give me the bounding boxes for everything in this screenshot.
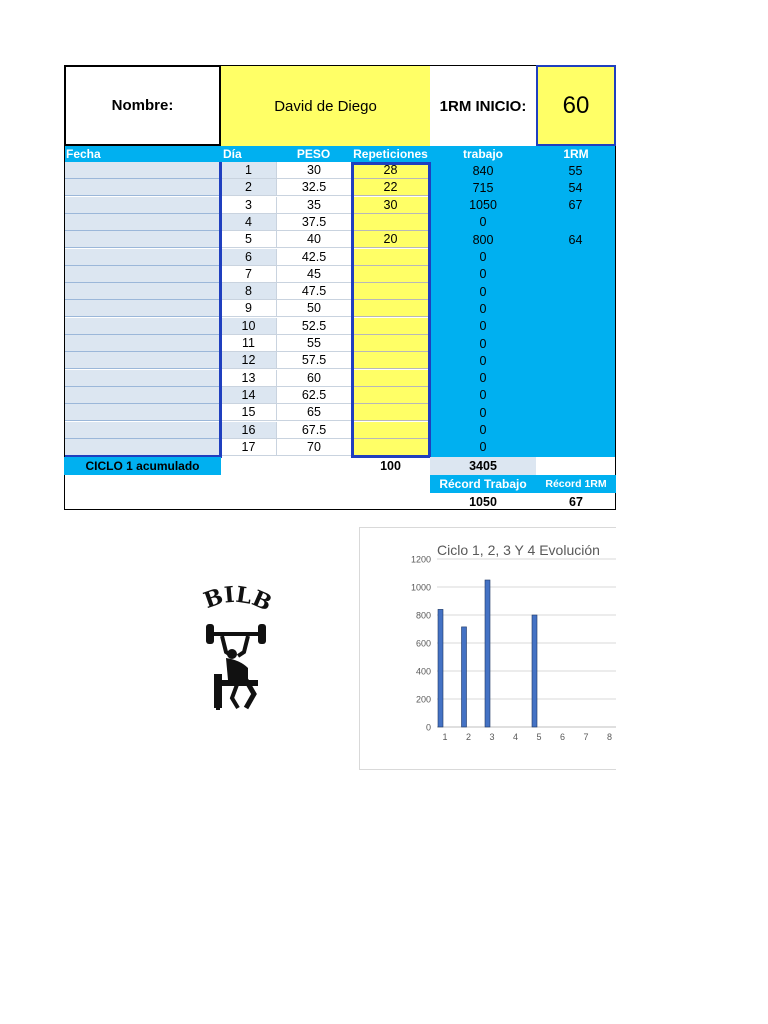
1rm-cell (536, 266, 615, 283)
trabajo-cell: 0 (430, 387, 536, 404)
column-header-peso: PESO (276, 146, 351, 162)
y-tick-label: 400 (415, 666, 431, 677)
dia-cell: 9 (221, 300, 276, 317)
repeticiones-cell[interactable] (351, 404, 430, 421)
trabajo-cell: 715 (430, 179, 536, 196)
fecha-cell[interactable] (65, 231, 221, 248)
dia-cell: 15 (221, 404, 276, 421)
fecha-cell[interactable] (65, 249, 221, 266)
y-tick-label: 1200 (410, 554, 431, 565)
y-tick-label: 600 (415, 638, 431, 649)
dia-cell: 1 (221, 162, 276, 179)
peso-cell: 30 (276, 162, 351, 179)
1rm-cell (536, 318, 615, 335)
fecha-cell[interactable] (65, 214, 221, 231)
trabajo-total: 3405 (430, 457, 536, 475)
bar-day-5 (532, 615, 537, 727)
trabajo-cell: 1050 (430, 197, 536, 214)
dia-cell: 5 (221, 231, 276, 248)
bar-day-3 (485, 580, 490, 727)
1rm-cell: 64 (536, 231, 615, 248)
repeticiones-cell[interactable]: 30 (351, 197, 430, 214)
x-tick-label: 3 (489, 732, 495, 742)
chart-plot (360, 528, 616, 770)
fecha-cell[interactable] (65, 318, 221, 335)
y-tick-label: 800 (415, 610, 431, 621)
peso-cell: 47.5 (276, 283, 351, 300)
1rm-cell (536, 214, 615, 231)
trabajo-cell: 840 (430, 162, 536, 179)
repeticiones-cell[interactable] (351, 422, 430, 439)
dia-cell: 12 (221, 352, 276, 369)
bar-day-1 (438, 609, 443, 727)
1rm-cell (536, 352, 615, 369)
fecha-cell[interactable] (65, 266, 221, 283)
trabajo-cell: 0 (430, 300, 536, 317)
y-tick-label: 200 (415, 694, 431, 705)
column-header-dia: Día (221, 146, 276, 162)
x-tick-label: 5 (536, 732, 542, 742)
fecha-cell[interactable] (65, 439, 221, 456)
repeticiones-cell[interactable] (351, 300, 430, 317)
1rm-cell (536, 370, 615, 387)
dia-cell: 10 (221, 318, 276, 335)
evolution-chart (359, 527, 616, 770)
fecha-cell[interactable] (65, 370, 221, 387)
1rm-cell: 55 (536, 162, 615, 179)
fecha-cell[interactable] (65, 179, 221, 196)
1rm-cell (536, 387, 615, 404)
trabajo-cell: 0 (430, 249, 536, 266)
repeticiones-cell[interactable]: 22 (351, 179, 430, 196)
fecha-cell[interactable] (65, 283, 221, 300)
weightlifter-icon (196, 582, 276, 712)
dia-cell: 4 (221, 214, 276, 231)
1rm-cell (536, 300, 615, 317)
dia-cell: 3 (221, 197, 276, 214)
peso-cell: 35 (276, 197, 351, 214)
peso-cell: 60 (276, 370, 351, 387)
column-header-repeticiones: Repeticiones (351, 146, 430, 162)
repeticiones-cell[interactable] (351, 370, 430, 387)
1rm-cell (536, 249, 615, 266)
dia-cell: 8 (221, 283, 276, 300)
repeticiones-cell[interactable] (351, 283, 430, 300)
repeticiones-cell[interactable] (351, 249, 430, 266)
fecha-cell[interactable] (65, 197, 221, 214)
name-label: Nombre: (64, 65, 221, 146)
name-value-cell[interactable]: David de Diego (221, 65, 430, 146)
y-tick-label: 0 (425, 722, 431, 733)
x-tick-label: 6 (559, 732, 566, 742)
repeticiones-cell[interactable] (351, 352, 430, 369)
column-header-fecha: Fecha (64, 146, 221, 162)
1rm-cell (536, 404, 615, 421)
x-tick-label: 7 (583, 732, 589, 742)
fecha-cell[interactable] (65, 300, 221, 317)
table-left-border (64, 146, 65, 510)
trabajo-cell: 0 (430, 404, 536, 421)
repeticiones-cell[interactable]: 28 (351, 162, 430, 179)
x-tick-label: 1 (442, 732, 448, 742)
record-trabajo-value: 1050 (469, 494, 497, 509)
fecha-cell[interactable] (65, 422, 221, 439)
1rm-cell: 54 (536, 179, 615, 196)
1rm-cell (536, 439, 615, 456)
fecha-cell[interactable] (65, 335, 221, 352)
dia-cell: 7 (221, 266, 276, 283)
repeticiones-cell[interactable] (351, 439, 430, 456)
peso-cell: 67.5 (276, 422, 351, 439)
column-header-trabajo: trabajo (430, 146, 536, 162)
1rm-cell (536, 283, 615, 300)
repeticiones-cell[interactable] (351, 266, 430, 283)
record-trabajo-label: Récord Trabajo (430, 475, 536, 493)
chart-title: Ciclo 1, 2, 3 Y 4 Evolución (437, 542, 600, 558)
x-tick-label: 8 (606, 732, 613, 742)
logo-text: BILB (200, 582, 276, 617)
trabajo-cell: 0 (430, 439, 536, 456)
repeticiones-cell[interactable] (351, 214, 430, 231)
repeticiones-cell[interactable] (351, 387, 430, 404)
peso-cell: 32.5 (276, 179, 351, 196)
x-tick-label: 2 (465, 732, 472, 742)
peso-cell: 62.5 (276, 387, 351, 404)
repeticiones-cell[interactable] (351, 318, 430, 335)
trabajo-cell: 0 (430, 266, 536, 283)
peso-cell: 50 (276, 300, 351, 317)
fecha-cell[interactable] (65, 162, 221, 179)
peso-cell: 42.5 (276, 249, 351, 266)
y-tick-label: 1000 (410, 582, 431, 593)
dia-cell: 11 (221, 335, 276, 352)
trabajo-cell: 0 (430, 352, 536, 369)
dia-cell: 14 (221, 387, 276, 404)
peso-cell: 37.5 (276, 214, 351, 231)
1rm-cell (536, 335, 615, 352)
trabajo-cell: 0 (430, 318, 536, 335)
initial-1rm-value-cell[interactable]: 60 (536, 65, 616, 146)
bar-day-2 (462, 627, 467, 727)
x-tick-label: 4 (512, 732, 519, 742)
ciclo-accumulated-label: CICLO 1 acumulado (64, 457, 221, 475)
record-1rm-label: Récord 1RM (536, 475, 616, 493)
dia-cell: 13 (221, 370, 276, 387)
bilbo-logo (196, 582, 276, 712)
1rm-cell: 67 (536, 197, 615, 214)
trabajo-cell: 0 (430, 335, 536, 352)
trabajo-cell: 800 (430, 231, 536, 248)
peso-cell: 52.5 (276, 318, 351, 335)
peso-cell: 55 (276, 335, 351, 352)
fecha-cell[interactable] (65, 404, 221, 421)
table-right-border (615, 146, 616, 510)
dia-cell: 6 (221, 249, 276, 266)
trabajo-cell: 0 (430, 370, 536, 387)
trabajo-cell: 0 (430, 422, 536, 439)
fecha-cell[interactable] (65, 387, 221, 404)
column-header-1rm: 1RM (536, 146, 616, 162)
fecha-cell[interactable] (65, 352, 221, 369)
dia-cell: 16 (221, 422, 276, 439)
repeticiones-cell[interactable]: 20 (351, 231, 430, 248)
repeticiones-total: 100 (380, 459, 401, 473)
dia-cell: 17 (221, 439, 276, 456)
initial-1rm-label: 1RM INICIO: (430, 65, 536, 146)
repeticiones-cell[interactable] (351, 335, 430, 352)
dia-cell: 2 (221, 179, 276, 196)
peso-cell: 45 (276, 266, 351, 283)
peso-cell: 70 (276, 439, 351, 456)
peso-cell: 40 (276, 231, 351, 248)
record-1rm-value: 67 (569, 494, 583, 509)
trabajo-cell: 0 (430, 214, 536, 231)
peso-cell: 65 (276, 404, 351, 421)
peso-cell: 57.5 (276, 352, 351, 369)
1rm-cell (536, 422, 615, 439)
trabajo-cell: 0 (430, 283, 536, 300)
